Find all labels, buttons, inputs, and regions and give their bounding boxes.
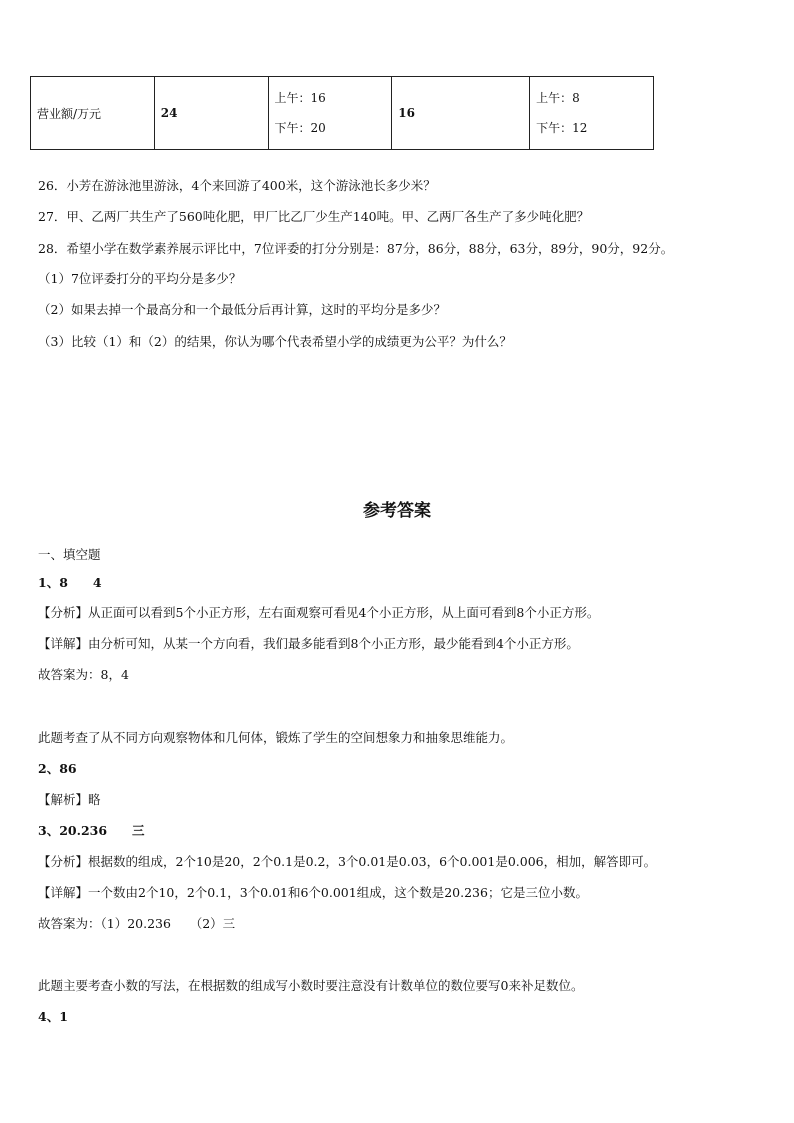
question-28-part-3: （3）比较（1）和（2）的结果，你认为哪个代表希望小学的成绩更为公平？为什么？ xyxy=(38,334,512,349)
table-cell-split-2 xyxy=(530,77,654,150)
answer-4: 4、1 xyxy=(38,1009,68,1024)
answer-2: 2、86 xyxy=(38,761,77,776)
question-28-part-1: （1）7位评委打分的平均分是多少？ xyxy=(38,271,242,286)
afternoon-value-2: 下午：12 xyxy=(536,121,588,135)
answers-title: 参考答案 xyxy=(363,501,431,521)
answer-1-analysis: 【分析】从正面可以看到5个小正方形，左右面观察可看见4个小正方形，从上面可看到8个小正方形。 xyxy=(38,605,600,620)
morning-value-2: 上午：8 xyxy=(536,91,580,105)
afternoon-value-1: 下午：20 xyxy=(274,121,326,135)
morning-value-1: 上午：16 xyxy=(274,91,326,105)
question-28-part-2: （2）如果去掉一个最高分和一个最低分后再计算，这时的平均分是多少？ xyxy=(38,302,446,317)
answer-2-analysis: 【解析】略 xyxy=(38,792,101,807)
answer-3-detail: 【详解】一个数由2个10，2个0.1，3个0.01和6个0.001组成，这个数是20.236；它是三位小数。 xyxy=(38,885,588,900)
answer-3: 3、20.236 三 xyxy=(38,823,145,838)
answer-3-note: 此题主要考查小数的写法，在根据数的组成写小数时要注意没有计数单位的数位要写0来补足数位。 xyxy=(38,978,584,993)
revenue-table xyxy=(30,76,654,150)
question-27: 27．甲、乙两厂共生产了560吨化肥，甲厂比乙厂少生产140吨。甲、乙两厂各生产了多少吨化肥？ xyxy=(38,209,590,224)
table-cell-value-1: 24 xyxy=(154,77,268,150)
answer-1: 1、8 4 xyxy=(38,575,102,590)
answer-1-note: 此题考查了从不同方向观察物体和几何体，锻炼了学生的空间想象力和抽象思维能力。 xyxy=(38,730,514,745)
section-heading: 一、填空题 xyxy=(38,547,101,562)
question-26: 26．小芳在游泳池里游泳，4个来回游了400米，这个游泳池长多少米？ xyxy=(38,178,436,193)
table-cell-value-2: 16 xyxy=(392,77,530,150)
question-28: 28．希望小学在数学素养展示评比中，7位评委的打分分别是：87分，86分，88分，63分，89分，90分，92分。 xyxy=(38,241,674,256)
table-row xyxy=(31,77,654,150)
answer-1-detail: 【详解】由分析可知，从某一个方向看，我们最多能看到8个小正方形，最少能看到4个小正方形。 xyxy=(38,636,579,651)
answer-3-result: 故答案为：（1）20.236 （2）三 xyxy=(38,916,236,931)
answer-3-analysis: 【分析】根据数的组成，2个10是20，2个0.1是0.2，3个0.01是0.03，6个0.001是0.006，相加，解答即可。 xyxy=(38,854,657,869)
table-row-label: 营业额/万元 xyxy=(31,77,155,150)
table-cell-split-1 xyxy=(268,77,392,150)
answer-1-result: 故答案为：8，4 xyxy=(38,667,129,682)
